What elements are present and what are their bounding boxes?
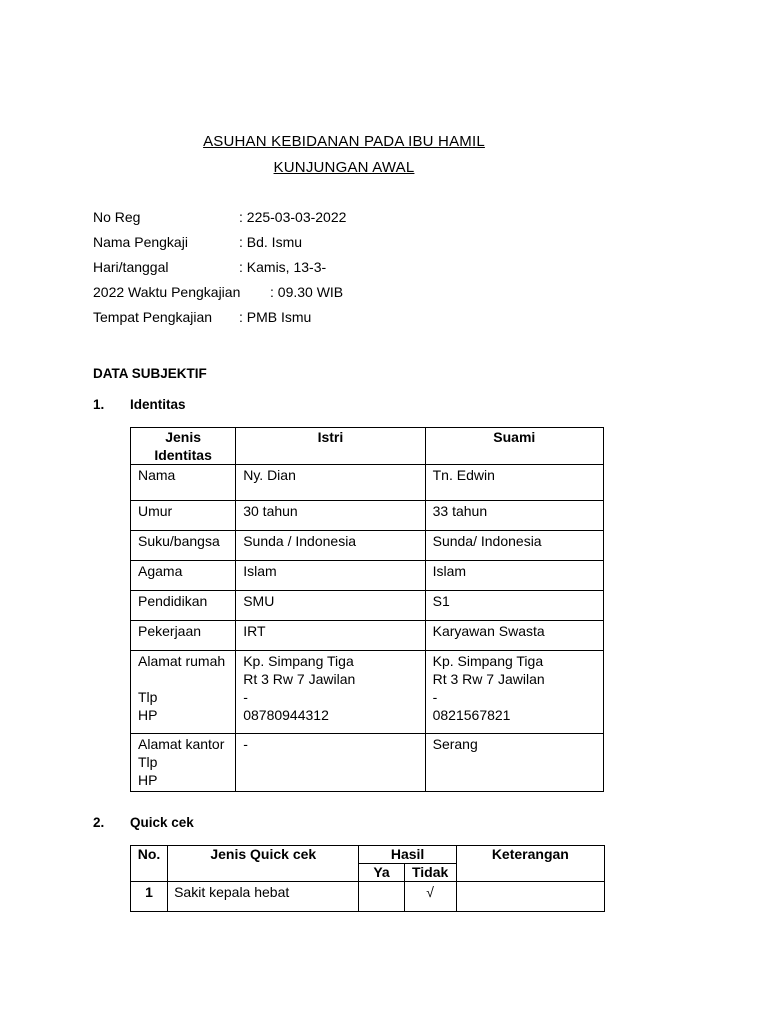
quick-jenis-cell: Sakit kepala hebat <box>168 882 359 912</box>
suami-cell: Tn. Edwin <box>425 465 603 501</box>
header-jenis-identitas: Jenis Identitas <box>131 428 236 465</box>
istri-cell: Ny. Dian <box>236 465 425 501</box>
suami-cell: Islam <box>425 561 603 591</box>
row-label: Agama <box>131 561 236 591</box>
identity-table <box>130 427 604 792</box>
istri-cell: SMU <box>236 591 425 621</box>
no-reg-label: No Reg <box>93 209 141 225</box>
row-label-alamat-rumah <box>131 651 236 734</box>
alamat-kantor-label: Alamat kantor <box>138 736 225 752</box>
kantor-hp-label: HP <box>138 772 158 788</box>
istri-cell: IRT <box>236 621 425 651</box>
waktu-label: 2022 Waktu Pengkajian <box>93 284 241 300</box>
header-suami: Suami <box>425 428 603 465</box>
tempat-value: : PMB Ismu <box>239 309 312 325</box>
section-number-1: 1. <box>93 397 105 412</box>
istri-cell: Sunda / Indonesia <box>236 531 425 561</box>
table-row <box>131 561 604 591</box>
header-no: No. <box>131 846 168 882</box>
header-jenis-quick-cek: Jenis Quick cek <box>168 846 359 882</box>
row-label: Nama <box>131 465 236 501</box>
table-row <box>131 465 604 501</box>
suami-tlp: - <box>432 689 438 705</box>
pengkaji-label: Nama Pengkaji <box>93 234 188 250</box>
istri-cell: 30 tahun <box>236 501 425 531</box>
suami-alamat-line1: Kp. Simpang Tiga <box>432 653 544 669</box>
kantor-tlp-label: Tlp <box>138 754 158 770</box>
document-subtitle: KUNJUNGAN AWAL <box>273 159 415 176</box>
hari-value: : Kamis, 13-3- <box>239 259 327 275</box>
quick-ya-cell <box>359 882 404 912</box>
section-number-2: 2. <box>93 815 105 830</box>
suami-alamat-cell <box>425 651 603 734</box>
waktu-value: : 09.30 WIB <box>270 284 344 300</box>
quick-keterangan-cell <box>456 882 604 912</box>
tlp-label: Tlp <box>138 689 158 705</box>
istri-alamat-cell <box>236 651 425 734</box>
document-title: ASUHAN KEBIDANAN PADA IBU HAMIL <box>203 133 485 150</box>
table-row-alamat-kantor <box>131 734 604 792</box>
suami-cell: 33 tahun <box>425 501 603 531</box>
table-row <box>131 531 604 561</box>
suami-cell: Karyawan Swasta <box>425 621 603 651</box>
section-quick-cek: Quick cek <box>130 815 194 830</box>
hp-label: HP <box>138 707 158 723</box>
table-row-alamat-rumah <box>131 651 604 734</box>
suami-cell: S1 <box>425 591 603 621</box>
suami-cell: Sunda/ Indonesia <box>425 531 603 561</box>
header-keterangan: Keterangan <box>456 846 604 882</box>
row-label: Suku/bangsa <box>131 531 236 561</box>
table-row <box>131 621 604 651</box>
alamat-rumah-label: Alamat rumah <box>138 653 226 669</box>
header-istri: Istri <box>236 428 425 465</box>
row-label: Pendidikan <box>131 591 236 621</box>
istri-kantor-cell: - <box>236 734 425 792</box>
row-label: Pekerjaan <box>131 621 236 651</box>
section-data-subjektif: DATA SUBJEKTIF <box>93 366 207 381</box>
pengkaji-value: : Bd. Ismu <box>239 234 303 250</box>
no-reg-value: : 225-03-03-2022 <box>239 209 347 225</box>
row-label: Umur <box>131 501 236 531</box>
quick-no-cell: 1 <box>131 882 168 912</box>
suami-alamat-line2: Rt 3 Rw 7 Jawilan <box>432 671 545 687</box>
section-identitas: Identitas <box>130 397 186 412</box>
header-ya: Ya <box>359 864 404 882</box>
suami-kantor-cell: Serang <box>425 734 603 792</box>
tempat-label: Tempat Pengkajian <box>93 309 213 325</box>
istri-alamat-line1: Kp. Simpang Tiga <box>243 653 354 669</box>
row-label-alamat-kantor <box>131 734 236 792</box>
table-row <box>131 591 604 621</box>
quick-cek-table <box>130 845 605 912</box>
header-hasil: Hasil <box>359 846 456 864</box>
quick-tidak-cell: √ <box>404 882 456 912</box>
suami-hp: 0821567821 <box>432 707 511 723</box>
identity-header-row <box>131 428 604 465</box>
istri-tlp: - <box>243 689 248 705</box>
table-row <box>131 501 604 531</box>
quick-header-row <box>131 846 605 864</box>
hari-label: Hari/tanggal <box>93 259 169 275</box>
istri-alamat-line2: Rt 3 Rw 7 Jawilan <box>243 671 356 687</box>
header-tidak: Tidak <box>404 864 456 882</box>
table-row <box>131 882 605 912</box>
istri-cell: Islam <box>236 561 425 591</box>
istri-hp: 08780944312 <box>243 707 329 723</box>
